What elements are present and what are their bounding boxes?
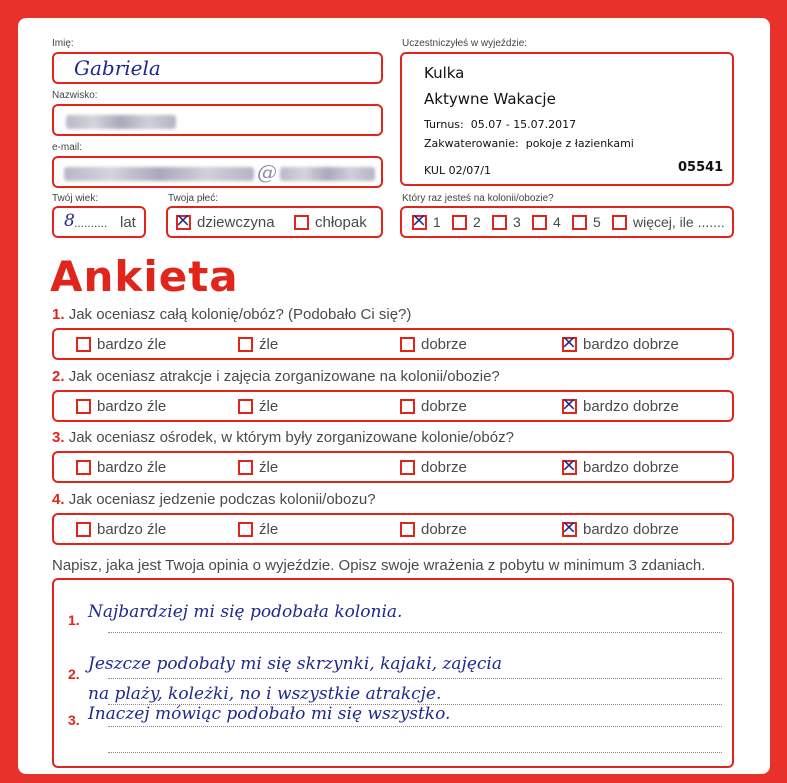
option-label: bardzo dobrze — [583, 459, 679, 476]
question-number: 2. — [52, 368, 65, 385]
times-field — [400, 206, 734, 238]
times-label: Który raz jesteś na kolonii/obozie? — [402, 193, 554, 204]
checked-mark: × — [561, 516, 577, 538]
option-dobrze[interactable] — [400, 459, 467, 476]
surname-label: Nazwisko: — [52, 90, 98, 101]
gender-field — [166, 206, 383, 238]
times-checkbox-3[interactable] — [492, 215, 507, 230]
times-option-1[interactable] — [411, 208, 441, 231]
option-label: bardzo źle — [97, 398, 167, 415]
trip-info-box — [400, 52, 734, 186]
checkbox-bardzo-zle[interactable] — [76, 337, 91, 352]
redacted-email-user — [64, 167, 254, 181]
checkbox-bardzo-zle[interactable] — [76, 399, 91, 414]
option-dobrze[interactable] — [400, 398, 467, 415]
question-number: 1. — [52, 306, 65, 323]
gender-female-checkbox[interactable] — [175, 209, 191, 231]
option-label: źle — [259, 459, 279, 476]
option-bardzo-dobrze[interactable] — [561, 331, 679, 353]
question-label: Jak oceniasz atrakcje i zajęcia zorganizowane na kolonii/obozie? — [68, 368, 500, 385]
times-label-3: 3 — [513, 214, 521, 230]
option-bardzo-dobrze[interactable] — [561, 516, 679, 538]
age-label: Twój wiek: — [52, 193, 99, 204]
checkbox-zle[interactable] — [238, 399, 253, 414]
times-option-2[interactable] — [452, 214, 481, 230]
option-dobrze[interactable] — [400, 521, 467, 538]
checkbox-dobrze[interactable] — [400, 337, 415, 352]
checkbox-bardzo-zle[interactable] — [76, 522, 91, 537]
redacted-surname — [66, 115, 176, 129]
times-checkbox-2[interactable] — [452, 215, 467, 230]
checkbox-dobrze[interactable] — [400, 399, 415, 414]
option-label: dobrze — [421, 459, 467, 476]
option-bardzo-zle[interactable] — [76, 459, 166, 476]
opinion-line-3: Inaczej mówiąc podobało mi się wszystko. — [88, 704, 451, 724]
option-zle[interactable] — [238, 459, 278, 476]
question-2-text — [52, 368, 500, 385]
checkbox-zle[interactable] — [238, 522, 253, 537]
option-bardzo-zle[interactable] — [76, 336, 166, 353]
question-1-text — [52, 306, 411, 323]
times-checkbox-more[interactable] — [612, 215, 627, 230]
opinion-line-number: 2. — [68, 666, 80, 682]
checkbox-bardzo-dobrze[interactable] — [561, 331, 577, 353]
writing-line — [108, 678, 722, 679]
option-label: dobrze — [421, 521, 467, 538]
checked-mark: × — [561, 331, 577, 353]
opinion-line-2: Jeszcze podobały mi się skrzynki, kajaki, zajęcia — [88, 654, 502, 674]
times-label-2: 2 — [473, 214, 481, 230]
option-label: źle — [259, 398, 279, 415]
option-label: bardzo źle — [97, 459, 167, 476]
survey-sheet — [18, 18, 770, 774]
option-label: bardzo dobrze — [583, 336, 679, 353]
trip-label: Uczestniczyłeś w wyjeździe: — [402, 38, 528, 49]
option-label: bardzo dobrze — [583, 521, 679, 538]
checkbox-bardzo-dobrze[interactable] — [561, 454, 577, 476]
times-option-more[interactable] — [612, 214, 725, 230]
opinion-prompt: Napisz, jaka jest Twoja opinia o wyjeździe. Opisz swoje wrażenia z pobytu w minimum 3 zdaniach. — [52, 557, 706, 574]
checked-mark: × — [561, 393, 577, 415]
option-bardzo-zle[interactable] — [76, 521, 166, 538]
question-label: Jak oceniasz ośrodek, w którym były zorganizowane kolonie/obóz? — [68, 429, 514, 446]
writing-line — [108, 726, 722, 727]
question-label: Jak oceniasz jedzenie podczas kolonii/obozu? — [68, 491, 376, 508]
option-label: źle — [259, 336, 279, 353]
opinion-line-number: 1. — [68, 612, 80, 628]
gender-male-label: chłopak — [315, 214, 367, 231]
email-field[interactable] — [52, 156, 383, 188]
name-label: Imię: — [52, 38, 74, 49]
trip-turnus: Turnus: 05.07 - 15.07.2017 — [424, 118, 577, 131]
option-label: bardzo dobrze — [583, 398, 679, 415]
trip-number: 05541 — [678, 160, 724, 175]
option-bardzo-dobrze[interactable] — [561, 393, 679, 415]
gender-male-option[interactable] — [294, 214, 367, 231]
option-bardzo-dobrze[interactable] — [561, 454, 679, 476]
question-4-options — [52, 513, 734, 545]
checkbox-zle[interactable] — [238, 460, 253, 475]
times-option-3[interactable] — [492, 214, 521, 230]
option-zle[interactable] — [238, 398, 278, 415]
writing-line — [108, 632, 722, 633]
times-label-more: więcej, ile ....... — [633, 214, 725, 230]
checkbox-dobrze[interactable] — [400, 460, 415, 475]
question-label: Jak oceniasz całą kolonię/obóz? (Podobało Ci się?) — [68, 306, 412, 323]
gender-female-label: dziewczyna — [197, 214, 275, 231]
trip-code: KUL 02/07/1 — [424, 164, 491, 177]
age-dots: .......... — [74, 216, 108, 230]
checked-mark: × — [411, 208, 427, 231]
times-label-4: 4 — [553, 214, 561, 230]
option-zle[interactable] — [238, 336, 278, 353]
times-option-4[interactable] — [532, 214, 561, 230]
opinion-line-1: Najbardziej mi się podobała kolonia. — [88, 602, 403, 622]
name-value: Gabriela — [74, 56, 161, 80]
option-label: bardzo źle — [97, 336, 167, 353]
email-at-sign: @ — [257, 160, 277, 184]
question-number: 4. — [52, 491, 65, 508]
checkbox-bardzo-zle[interactable] — [76, 460, 91, 475]
times-option-5[interactable] — [572, 214, 601, 230]
checkbox-dobrze[interactable] — [400, 522, 415, 537]
age-unit: lat — [120, 214, 136, 231]
redacted-email-domain — [280, 167, 375, 181]
question-3-text — [52, 429, 514, 446]
gender-male-checkbox[interactable] — [294, 215, 309, 230]
opinion-line-number: 3. — [68, 712, 80, 728]
checked-mark: × — [561, 454, 577, 476]
times-checkbox-4[interactable] — [532, 215, 547, 230]
question-1-options — [52, 328, 734, 360]
checked-mark: × — [175, 209, 191, 231]
option-label: źle — [259, 521, 279, 538]
name-field[interactable] — [52, 52, 383, 84]
option-label: dobrze — [421, 398, 467, 415]
question-4-text — [52, 491, 376, 508]
survey-title: Ankieta — [50, 252, 239, 301]
option-label: dobrze — [421, 336, 467, 353]
checkbox-zle[interactable] — [238, 337, 253, 352]
writing-line — [108, 752, 722, 753]
gender-label: Twoja płeć: — [168, 193, 219, 204]
option-dobrze[interactable] — [400, 336, 467, 353]
age-value: 8 — [64, 211, 75, 231]
times-checkbox-5[interactable] — [572, 215, 587, 230]
checkbox-bardzo-dobrze[interactable] — [561, 393, 577, 415]
trip-program: Aktywne Wakacje — [424, 90, 556, 108]
times-label-5: 5 — [593, 214, 601, 230]
option-bardzo-zle[interactable] — [76, 398, 166, 415]
opinion-box[interactable] — [52, 578, 734, 768]
trip-name: Kulka — [424, 64, 465, 82]
email-label: e-mail: — [52, 142, 83, 153]
trip-accommodation: Zakwaterowanie: pokoje z łazienkami — [424, 137, 634, 150]
checkbox-bardzo-dobrze[interactable] — [561, 516, 577, 538]
surname-field[interactable] — [52, 104, 383, 136]
question-number: 3. — [52, 429, 65, 446]
option-zle[interactable] — [238, 521, 278, 538]
age-field[interactable] — [52, 206, 146, 238]
gender-female-option[interactable] — [175, 209, 275, 231]
option-label: bardzo źle — [97, 521, 167, 538]
times-label-1: 1 — [433, 214, 441, 230]
times-checkbox-1[interactable] — [411, 208, 427, 231]
question-2-options — [52, 390, 734, 422]
question-3-options — [52, 451, 734, 483]
opinion-line-2-cont: na plaży, koleżki, no i wszystkie atrakcje. — [88, 684, 442, 704]
